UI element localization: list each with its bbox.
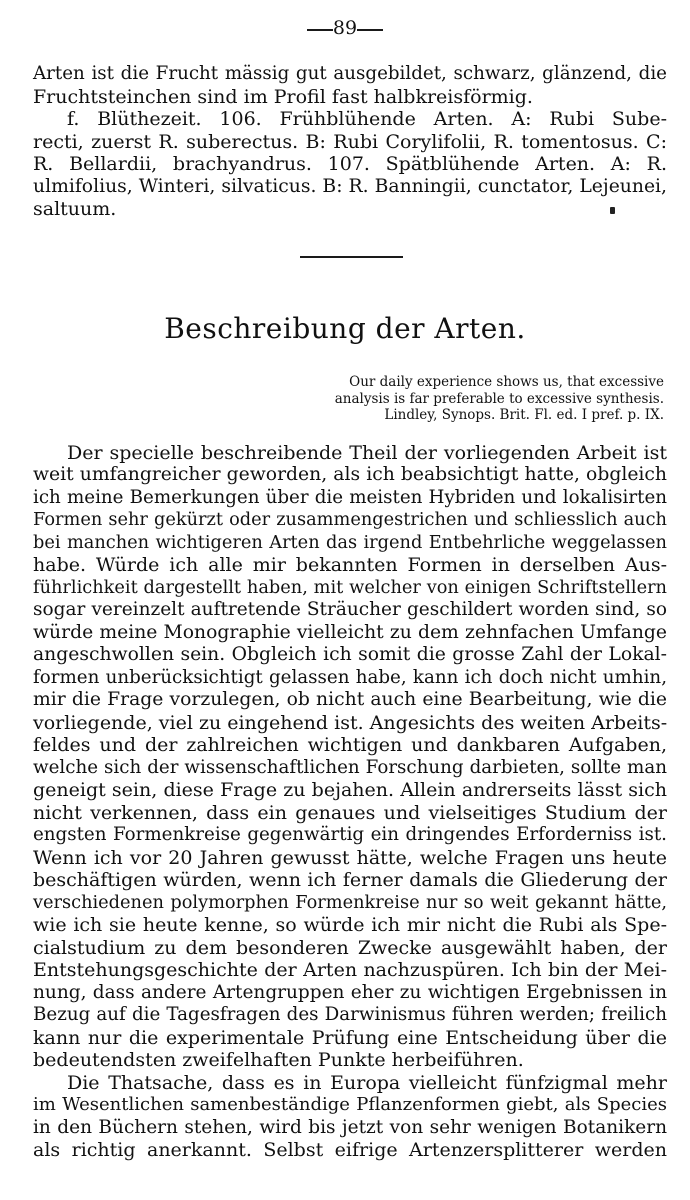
text-line: beschäftigen würden, wenn ich ferner damals die Gliederung der: [33, 869, 667, 891]
text-line: in den Büchern stehen, wird bis jetzt von sehr wenigen Botanikern: [33, 1117, 667, 1138]
text-line: nicht verkennen, dass ein genaues und vielseitiges Studium der: [33, 802, 667, 824]
text-line: saltuum.: [33, 198, 117, 220]
text-line: im Wesentlichen samenbeständige Pflanzenformen giebt, als Species: [33, 1094, 667, 1115]
text-line: ulmifolius, Winteri, silvaticus. B: R. Banningii, cunctator, Lejeunei,: [33, 176, 667, 197]
text-line: sogar vereinzelt auftretende Sträucher geschildert worden sind, so: [33, 599, 667, 620]
text-line: Bezug auf die Tagesfragen des Darwinismus führen werden; freilich: [33, 1004, 667, 1025]
epigraph-attribution: Lindley, Synops. Brit. Fl. ed. I pref. p. IX.: [384, 407, 664, 423]
ink-speck: [610, 207, 615, 214]
text-line: Wenn ich vor 20 Jahren gewusst hätte, welche Fragen uns heute: [33, 847, 667, 869]
text-line: würde meine Monographie vielleicht zu dem zehnfachen Umfange: [33, 622, 667, 643]
text-line: Formen sehr gekürzt oder zusammengestrichen und schliesslich auch: [33, 510, 667, 530]
epigraph-line: analysis is far preferable to excessive synthesis.: [334, 391, 664, 407]
text-line: wie ich sie heute kenne, so würde ich mir nicht die Rubi als Spe-: [33, 914, 667, 936]
text-line: als richtig anerkannt. Selbst eifrige Artenzersplitterer werden: [33, 1139, 667, 1161]
text-line: Entstehungsgeschichte der Arten nachzuspüren. Ich bin der Mei-: [33, 959, 667, 981]
text-line: kann nur die experimentale Prüfung eine Entscheidung über die: [33, 1027, 667, 1049]
section-divider: [300, 256, 403, 258]
text-line: Arten ist die Frucht mässig gut ausgebildet, schwarz, glänzend, die: [33, 63, 667, 84]
page-number: 89: [332, 17, 358, 39]
text-line: Fruchtsteinchen sind im Profil fast halbkreisförmig.: [33, 86, 533, 108]
text-line: Der specielle beschreibende Theil der vorliegenden Arbeit ist: [67, 442, 667, 464]
epigraph-line: Our daily experience shows us, that excessive: [349, 374, 664, 390]
text-line: weit umfangreicher geworden, als ich beabsichtigt hatte, obgleich: [33, 464, 667, 485]
text-line: vorliegende, viel zu eingehend ist. Angesichts des weiten Arbeits-: [33, 712, 668, 734]
header-dash-right: [357, 29, 383, 31]
text-line: habe. Würde ich alle mir bekannten Formen in derselben Aus-: [33, 554, 667, 576]
text-line: bedeutendsten zweifelhaften Punkte herbeiführen.: [33, 1049, 524, 1071]
text-line: bei manchen wichtigeren Arten das irgend Entbehrliche weggelassen: [33, 533, 667, 553]
text-line: nung, dass andere Artengruppen eher zu wichtigen Ergebnissen in: [33, 982, 667, 1003]
text-line: f. Blüthezeit. 106. Frühblühende Arten. A: Rubi Sube-: [67, 108, 667, 130]
text-line: geneigt sein, diese Frage zu bejahen. Allein andrerseits lässt sich: [33, 779, 667, 801]
text-line: feldes und der zahlreichen wichtigen und dankbaren Aufgaben,: [33, 734, 667, 756]
text-line: Die Thatsache, dass es in Europa vielleicht fünfzigmal mehr: [67, 1072, 667, 1094]
text-line: engsten Formenkreise gegenwärtig ein dringendes Erforderniss ist.: [33, 824, 667, 845]
section-heading: Beschreibung der Arten.: [164, 312, 526, 345]
text-line: cialstudium zu dem besonderen Zwecke ausgewählt haben, der: [33, 937, 667, 959]
text-line: ich meine Bemerkungen über die meisten Hybriden und lokalisirten: [33, 487, 667, 508]
text-line: recti, zuerst R. suberectus. B: Rubi Corylifolii, R. tomentosus. C:: [33, 131, 667, 153]
text-line: verschiedenen polymorphen Formenkreise nur so weit gekannt hätte,: [33, 893, 667, 913]
text-line: welche sich der wissenschaftlichen Forschung darbieten, sollte man: [33, 757, 667, 778]
text-line: formen unberücksichtigt gelassen habe, kann ich doch nicht umhin,: [33, 667, 667, 688]
text-line: mir die Frage vorzulegen, ob nicht auch eine Bearbeitung, wie die: [33, 689, 667, 710]
text-line: R. Bellardii, brachyandrus. 107. Spätblühende Arten. A: R.: [33, 153, 667, 175]
text-line: führlichkeit dargestellt haben, mit welcher von einigen Schriftstellern: [33, 578, 667, 598]
text-line: angeschwollen sein. Obgleich ich somit die grosse Zahl der Lokal-: [33, 644, 667, 665]
